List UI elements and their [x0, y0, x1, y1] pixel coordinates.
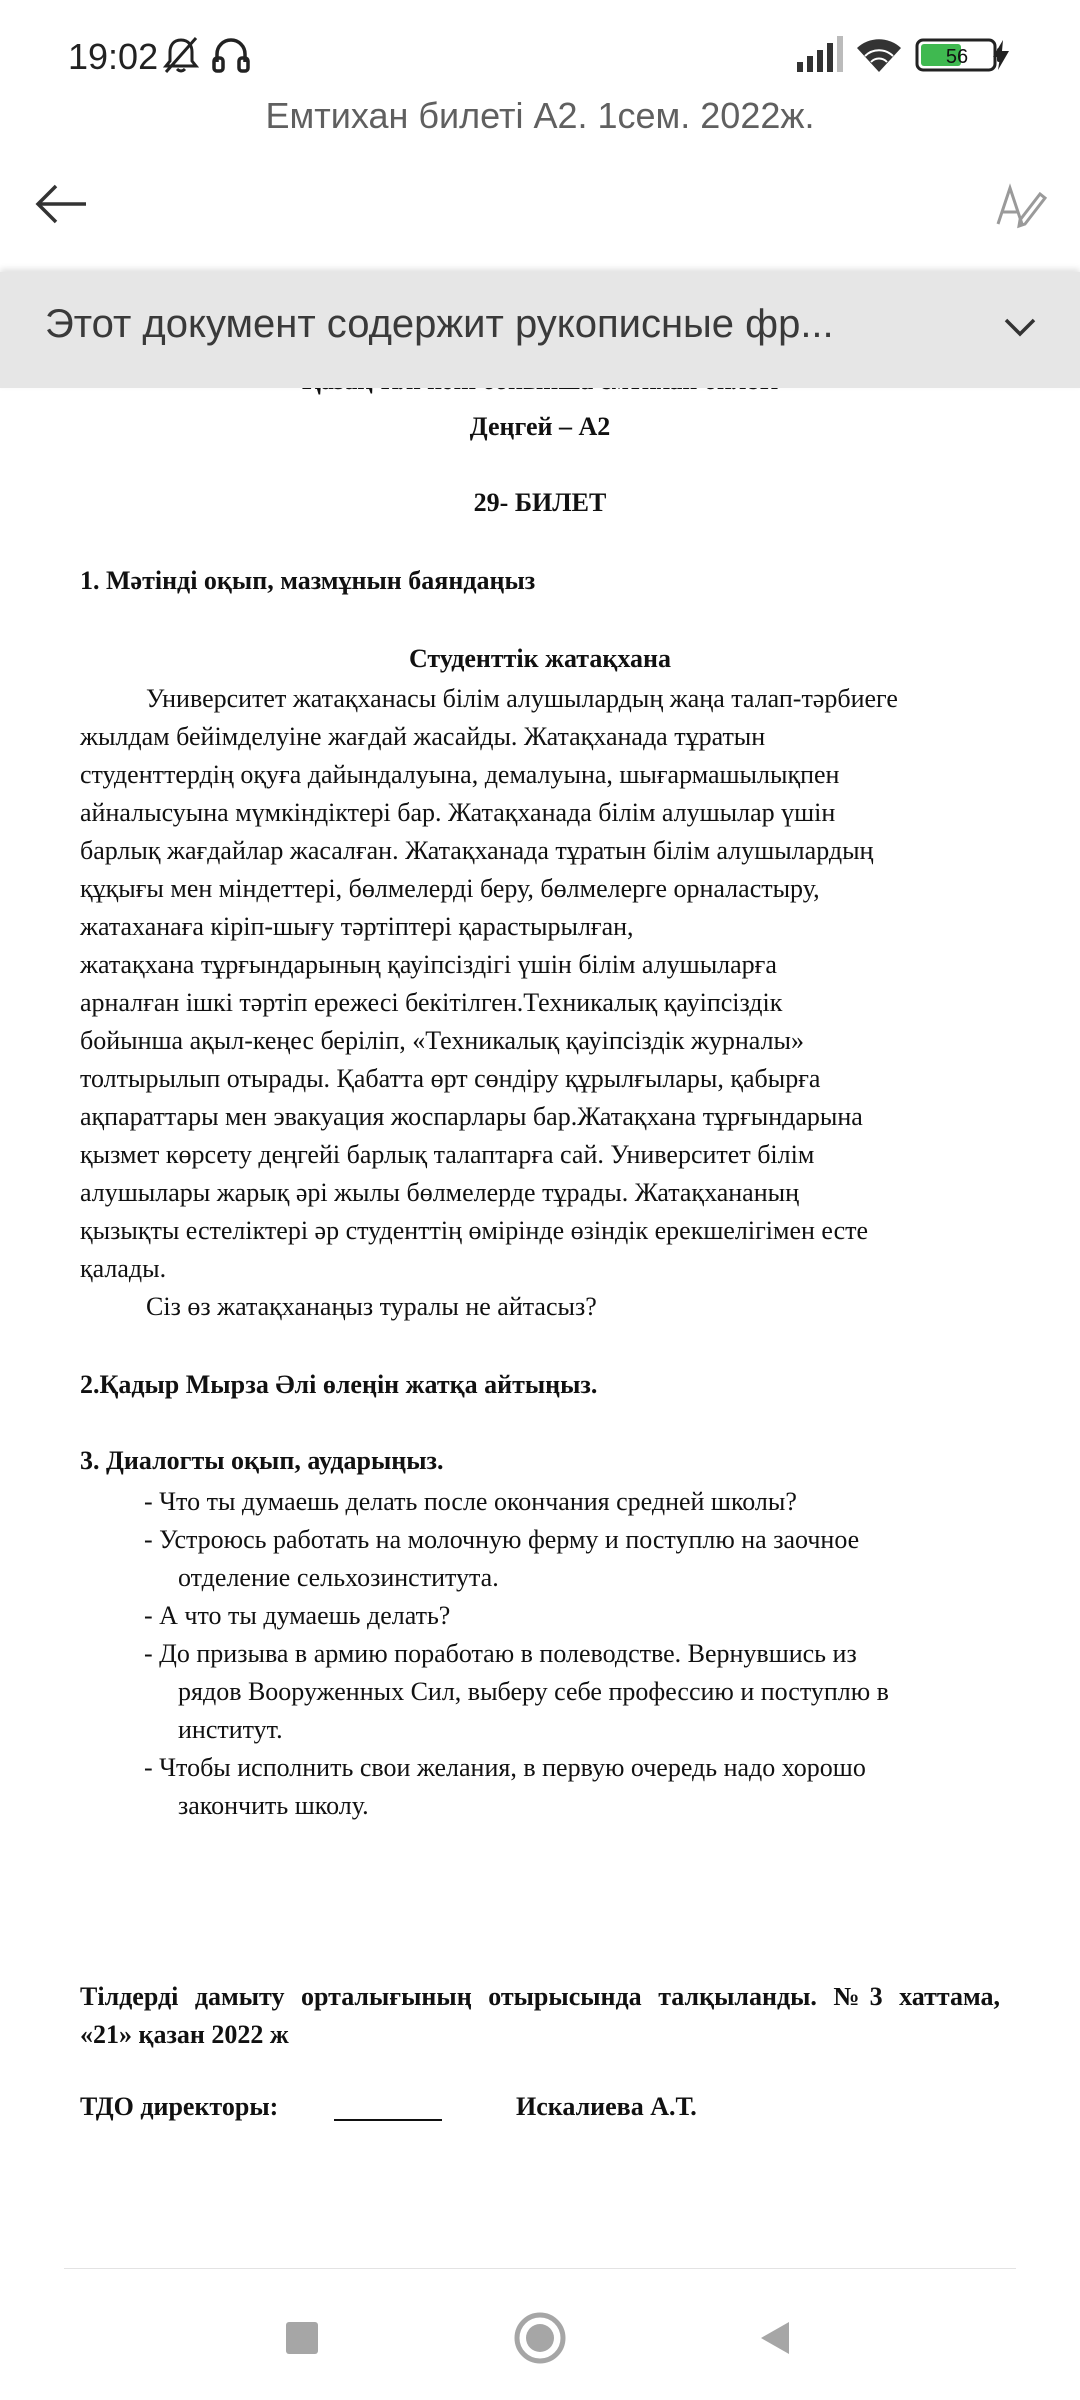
dialogue-continuation: рядов Вооруженных Сил, выберу себе профессию и поступлю в [178, 1677, 889, 1706]
dnd-off-icon [160, 34, 202, 81]
annotate-button[interactable] [984, 170, 1056, 242]
banner-expand-button[interactable] [990, 300, 1050, 360]
back-triangle-icon [755, 2318, 795, 2363]
main-paragraph [80, 680, 1000, 1326]
task-1-heading: 1. Мәтінді оқып, мазмұнын баяндаңыз [80, 566, 536, 595]
ticket-number: 29- БИЛЕТ [473, 488, 607, 517]
paragraph-line: қызмет көрсету деңгейі барлық талаптарға сай. Университет білім [80, 1140, 815, 1169]
recents-square-icon [284, 2320, 320, 2361]
paragraph-line: жатақхана тұрғындарының қауіпсіздігі үшін білім алушыларға [80, 950, 777, 979]
paragraph-line: жатаханаға кіріп-шығу тәртіптері қарастырылған, [80, 912, 634, 941]
paragraph-line: бойынша ақыл-кеңес беріліп, «Техникалық қауіпсіздік журналы» [80, 1026, 805, 1055]
signature-line [334, 2119, 442, 2121]
home-button[interactable] [500, 2300, 580, 2380]
dialogue-line: - Что ты думаешь делать после окончания средней школы? [144, 1487, 797, 1516]
status-bar [0, 0, 1080, 100]
dialogue-continuation: закончить школу. [178, 1791, 369, 1820]
dialogue-list [80, 1483, 1000, 1825]
paragraph-line: ақпараттары мен эвакуация жоспарлары бар.Жатақхана тұрғындарына [80, 1102, 863, 1131]
director-name: Искалиева А.Т. [516, 2092, 697, 2121]
text-title: Студенттік жатақхана [408, 644, 672, 673]
footer-date-line: «21» қазан 2022 ж [80, 2020, 289, 2049]
task-2-heading: 2.Қадыр Мырза Әлі өлеңін жатқа айтыңыз. [80, 1370, 598, 1399]
paragraph-line: толтырылып отырады. Қабатта өрт сөндіру құрылғылары, қабырға [80, 1064, 821, 1093]
dialogue-continuation: отделение сельхозинститута. [178, 1563, 499, 1592]
paragraph-line: студенттердің оқуға дайындалуына, демалуына, шығармашылықпен [80, 760, 840, 789]
dialogue-line: - А что ты думаешь делать? [144, 1601, 451, 1630]
document-page[interactable] [0, 388, 1080, 2268]
paragraph-line: арналған ішкі тәртіп ережесі бекітілген.Техникалық қауіпсіздік [80, 988, 783, 1017]
dialogue-line: - Чтобы исполнить свои желания, в первую очередь надо хорошо [144, 1753, 866, 1782]
chevron-down-icon [1002, 316, 1038, 345]
paragraph-line: қалады. [80, 1254, 167, 1283]
back-arrow-icon [34, 182, 90, 231]
dialogue-continuation: институт. [178, 1715, 283, 1744]
nav-divider [64, 2268, 1016, 2269]
director-label: ТДО директоры: [80, 2092, 279, 2121]
paragraph-line: алушылары жарық әрі жылы бөлмелерде тұрады. Жатақхананың [80, 1178, 800, 1207]
paragraph-line: айналысуына мүмкіндіктері бар. Жатақханада білім алушылар үшін [80, 798, 836, 827]
wifi-icon [855, 34, 903, 79]
level-line: Деңгей – А2 [469, 412, 611, 441]
question-line: Сіз өз жатақханаңыз туралы не айтасыз? [146, 1292, 597, 1321]
status-time: 19:02 [68, 36, 159, 77]
battery-level: 56 [945, 46, 969, 68]
charging-icon [990, 38, 1012, 77]
paragraph-line: құқығы мен міндеттері, бөлмелерді беру, бөлмелерге орналастыру, [80, 874, 820, 903]
dialogue-line: - Устроюсь работать на молочную ферму и поступлю на заочное [144, 1525, 860, 1554]
document-title: Емтихан билеті А2. 1сем. 2022ж. [265, 95, 815, 136]
paragraph-line: қызықты естеліктері әр студенттің өмірінде өзіндік ерекшелігімен есте [80, 1216, 869, 1245]
footer-discussion-line: Тілдерді дамыту орталығының отырысында талқыланды. №3 хаттама, [80, 1982, 1000, 2011]
paragraph-line: Университет жатақханасы білім алушылардың жаңа талап-тәрбиеге [146, 684, 898, 713]
signal-icon [795, 34, 845, 79]
nav-back-button[interactable] [735, 2300, 815, 2380]
headset-icon [210, 34, 252, 81]
dialogue-line: - До призыва в армию поработаю в полеводстве. Вернувшись из [144, 1639, 857, 1668]
handwriting-notice-banner[interactable] [0, 272, 1080, 388]
task-3-heading: 3. Диалогты оқып, аударыңыз. [80, 1446, 444, 1475]
paragraph-line: жылдам бейімделуіне жағдай жасайды. Жатақханада тұратын [80, 722, 766, 751]
banner-text: Этот документ содержит рукописные фр... [45, 302, 834, 346]
pen-annotate-icon [992, 176, 1048, 237]
recents-button[interactable] [262, 2300, 342, 2380]
paragraph-line: барлық жағдайлар жасалған. Жатақханада тұратын білім алушылардың [80, 836, 874, 865]
home-circle-icon [513, 2311, 567, 2370]
back-button[interactable] [26, 170, 98, 242]
